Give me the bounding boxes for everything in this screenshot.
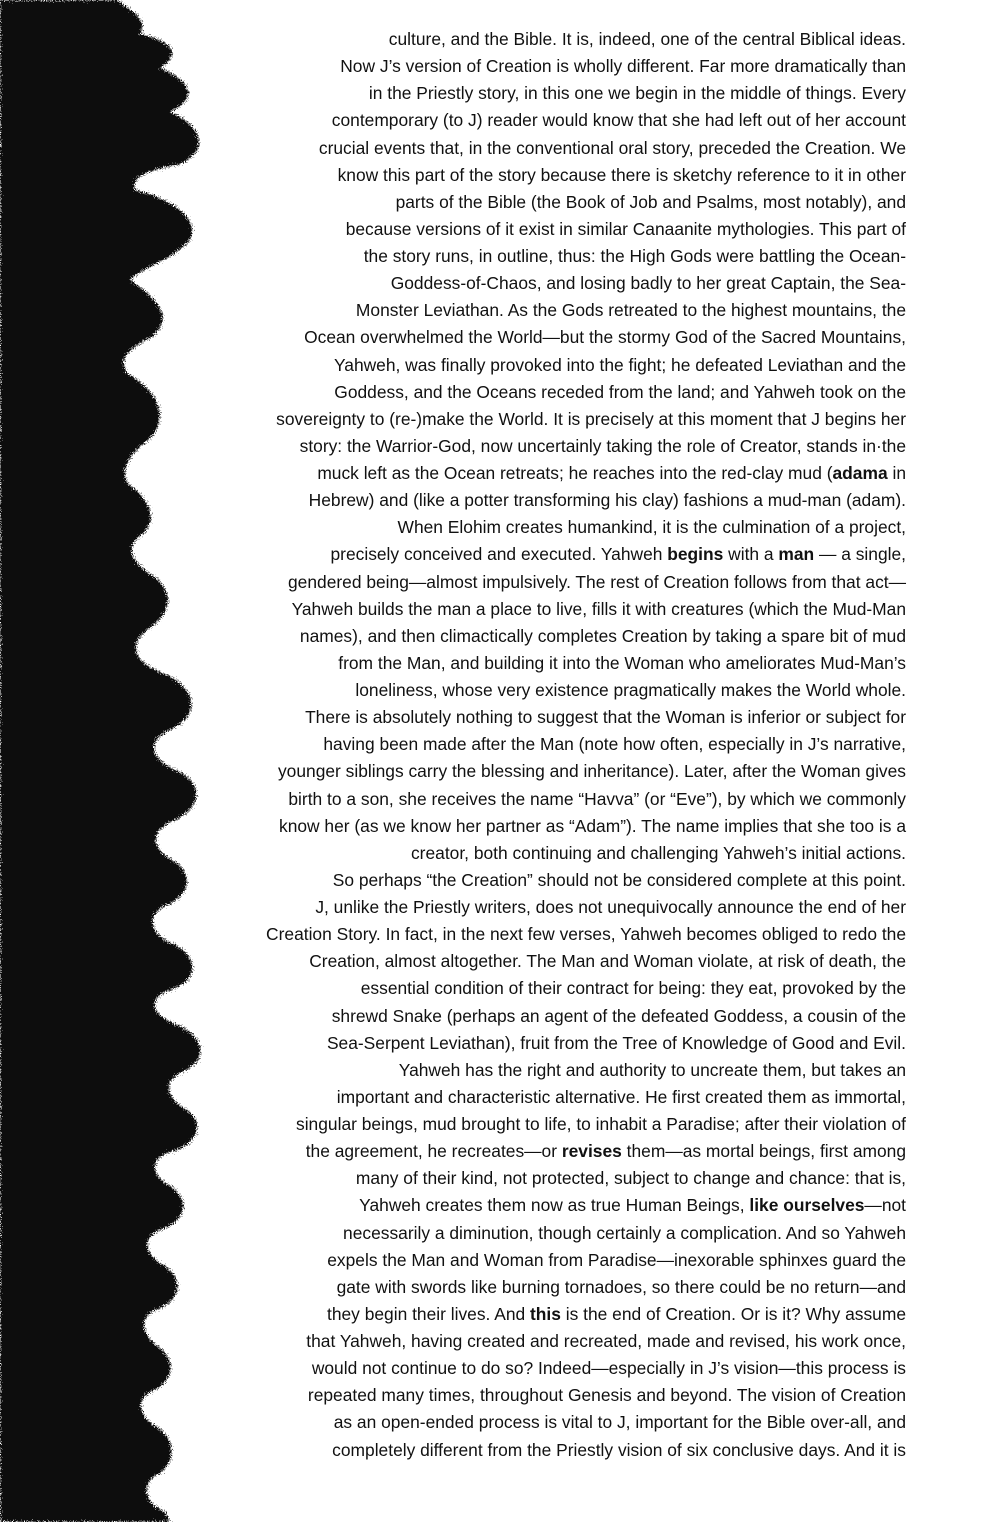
text-line [6,1247,906,1274]
text-line [6,80,906,107]
text-line [6,352,906,379]
text-segment: Yahweh, was finally provoked into the fight; he defeated Leviathan and the [333,354,906,375]
text-line [6,487,906,514]
bold-text: begins [667,544,724,565]
text-segment: muck left as the Ocean retreats; he reaches into the red-clay mud ( [317,463,833,483]
text-segment: parts of the Bible (the Book of Job and Psalms, most notably), and [395,191,906,212]
text-segment: story: the Warrior-God, now uncertainly taking the role of Creator, stands in·the [299,435,906,456]
text-line [6,894,906,921]
text-segment: repeated many times, throughout Genesis and beyond. The vision of Creation [307,1385,906,1406]
text-line [6,107,906,134]
text-segment: Hebrew) and (like a potter transforming his clay) fashions a mud-man (adam). [308,490,906,511]
text-line [6,1111,906,1138]
text-line [6,1138,906,1165]
text-segment: because versions of it exist in similar Canaanite mythologies. This part of [345,218,906,239]
text-segment: precisely conceived and executed. Yahweh [330,544,668,565]
text-line [6,433,906,460]
bold-text: revises [561,1141,622,1162]
text-segment: When Elohim creates humankind, it is the culmination of a project, [397,517,906,538]
text-segment: J, unlike the Priestly writers, does not unequivocally announce the end of her [315,897,906,917]
bold-text: man [778,544,815,565]
text-segment: Yahweh builds the man a place to live, fills it with creatures (which the Mud-Man [291,598,906,619]
text-line [6,704,906,731]
text-line [6,1030,906,1057]
text-line [6,1057,906,1084]
text-segment: Goddess, and the Oceans receded from the land; and Yahweh took on the [334,381,906,402]
text-line [6,379,906,406]
text-line [6,189,906,216]
text-line [6,297,906,324]
text-segment: gendered being—almost impulsively. The rest of Creation follows from that act— [288,571,906,592]
text-line [6,1382,906,1409]
text-line [6,1165,906,1192]
text-line [6,650,906,677]
text-segment: Now J’s version of Creation is wholly different. Far more dramatically than [340,56,906,77]
text-segment: birth to a son, she receives the name “Havva” (or “Eve”), by which we commonly [288,788,906,809]
text-segment: in the Priestly story, in this one we begin in the middle of things. Every [368,83,906,104]
text-segment: So perhaps “the Creation” should not be considered complete at this point. [332,869,906,890]
text-line [6,1355,906,1382]
text-segment: sovereignty to (re-)make the World. It is precisely at this moment that J begins her [276,408,906,429]
text-segment: Monster Leviathan. As the Gods retreated to the highest mountains, the [355,300,906,321]
text-line [6,1003,906,1030]
text-segment: that Yahweh, having created and recreated, made and revised, his work once, [306,1331,906,1351]
body-text [6,26,906,1464]
text-line [6,677,906,704]
text-line [6,514,906,541]
text-segment: younger siblings carry the blessing and inheritance). Later, after the Woman gives [277,761,906,782]
text-segment: having been made after the Man (note how often, especially in J’s narrative, [323,734,906,755]
text-segment: Ocean overwhelmed the World—but the stormy God of the Sacred Mountains, [304,327,906,348]
text-line [6,1220,906,1247]
text-segment: know this part of the story because there is sketchy reference to it in other [337,164,906,185]
text-segment: is the end of Creation. Or is it? Why assume [560,1303,906,1324]
text-segment: Yahweh creates them now as true Human Beings, [359,1195,750,1216]
text-line [6,813,906,840]
text-line [6,135,906,162]
text-line [6,541,906,568]
text-segment: expels the Man and Woman from Paradise—inexorable sphinxes guard the [327,1249,906,1270]
text-line [6,406,906,433]
text-line [6,758,906,785]
text-line [6,948,906,975]
text-segment: shrewd Snake (perhaps an agent of the defeated Goddess, a cousin of the [331,1005,906,1026]
text-line [6,1274,906,1301]
text-segment: completely different from the Priestly vision of six conclusive days. And it is [332,1439,906,1460]
text-segment: names), and then climactically completes Creation by taking a spare bit of mud [299,625,906,646]
text-segment: crucial events that, in the conventional oral story, preceded the Creation. We [318,137,906,158]
text-line [6,270,906,297]
text-segment: gate with swords like burning tornadoes, so there could be no return—and [336,1276,906,1297]
text-line [6,1084,906,1111]
text-line [6,460,906,487]
text-line [6,162,906,189]
bold-text: this [530,1303,561,1324]
text-segment: in [887,463,906,483]
text-line [6,1328,906,1355]
text-segment: singular beings, mud brought to life, to inhabit a Paradise; after their violation of [296,1114,906,1134]
text-line [6,1301,906,1328]
text-segment: with a [723,544,779,565]
text-line [6,243,906,270]
text-segment: creator, both continuing and challenging Yahweh’s initial actions. [410,842,906,863]
text-line [6,921,906,948]
text-line [6,840,906,867]
text-line [6,731,906,758]
text-segment: as an open-ended process is vital to J, important for the Bible over-all, and [333,1412,906,1433]
text-segment: loneliness, whose very existence pragmatically makes the World whole. [355,680,906,700]
text-line [6,786,906,813]
text-segment: them—as mortal beings, first among [621,1141,906,1162]
text-line [6,569,906,596]
text-line [6,975,906,1002]
text-segment: There is absolutely nothing to suggest that the Woman is inferior or subject for [305,707,906,728]
text-segment: culture, and the Bible. It is, indeed, one of the central Biblical ideas. [388,29,906,49]
text-line [6,26,906,53]
text-segment: Yahweh has the right and authority to uncreate them, but takes an [398,1059,906,1080]
text-segment: Creation Story. In fact, in the next few verses, Yahweh becomes obliged to redo the [266,924,906,945]
text-segment: contemporary (to J) reader would know that she had left out of her account [331,110,906,131]
text-segment: know her (as we know her partner as “Adam”). The name implies that she too is a [279,815,906,836]
text-line [6,216,906,243]
text-segment: Goddess-of-Chaos, and losing badly to her great Captain, the Sea- [390,273,906,294]
text-segment: they begin their lives. And [327,1303,531,1324]
text-segment: essential condition of their contract for being: they eat, provoked by the [360,978,906,999]
text-segment: the agreement, he recreates—or [305,1141,562,1162]
text-line [6,1192,906,1219]
text-segment: —not [864,1195,906,1216]
text-line [6,596,906,623]
text-segment: — a single, [814,544,906,565]
text-segment: Creation, almost altogether. The Man and Woman violate, at risk of death, the [309,951,906,972]
bold-text: adama [832,463,888,483]
text-line [6,623,906,650]
text-line [6,324,906,351]
text-segment: would not continue to do so? Indeed—especially in J’s vision—this process is [311,1358,906,1379]
text-segment: from the Man, and building it into the Woman who ameliorates Mud-Man’s [338,652,906,673]
text-segment: necessarily a diminution, though certainly a complication. And so Yahweh [343,1222,906,1243]
bold-text: like ourselves [749,1195,865,1216]
text-line [6,53,906,80]
text-segment: Sea-Serpent Leviathan), fruit from the Tree of Knowledge of Good and Evil. [326,1032,906,1053]
text-line [6,1437,906,1464]
text-segment: many of their kind, not protected, subject to change and chance: that is, [355,1168,906,1189]
text-segment: important and characteristic alternative. He first created them as immortal, [336,1086,906,1107]
text-line [6,1409,906,1436]
text-segment: the story runs, in outline, thus: the High Gods were battling the Ocean- [363,246,906,266]
text-line [6,867,906,894]
